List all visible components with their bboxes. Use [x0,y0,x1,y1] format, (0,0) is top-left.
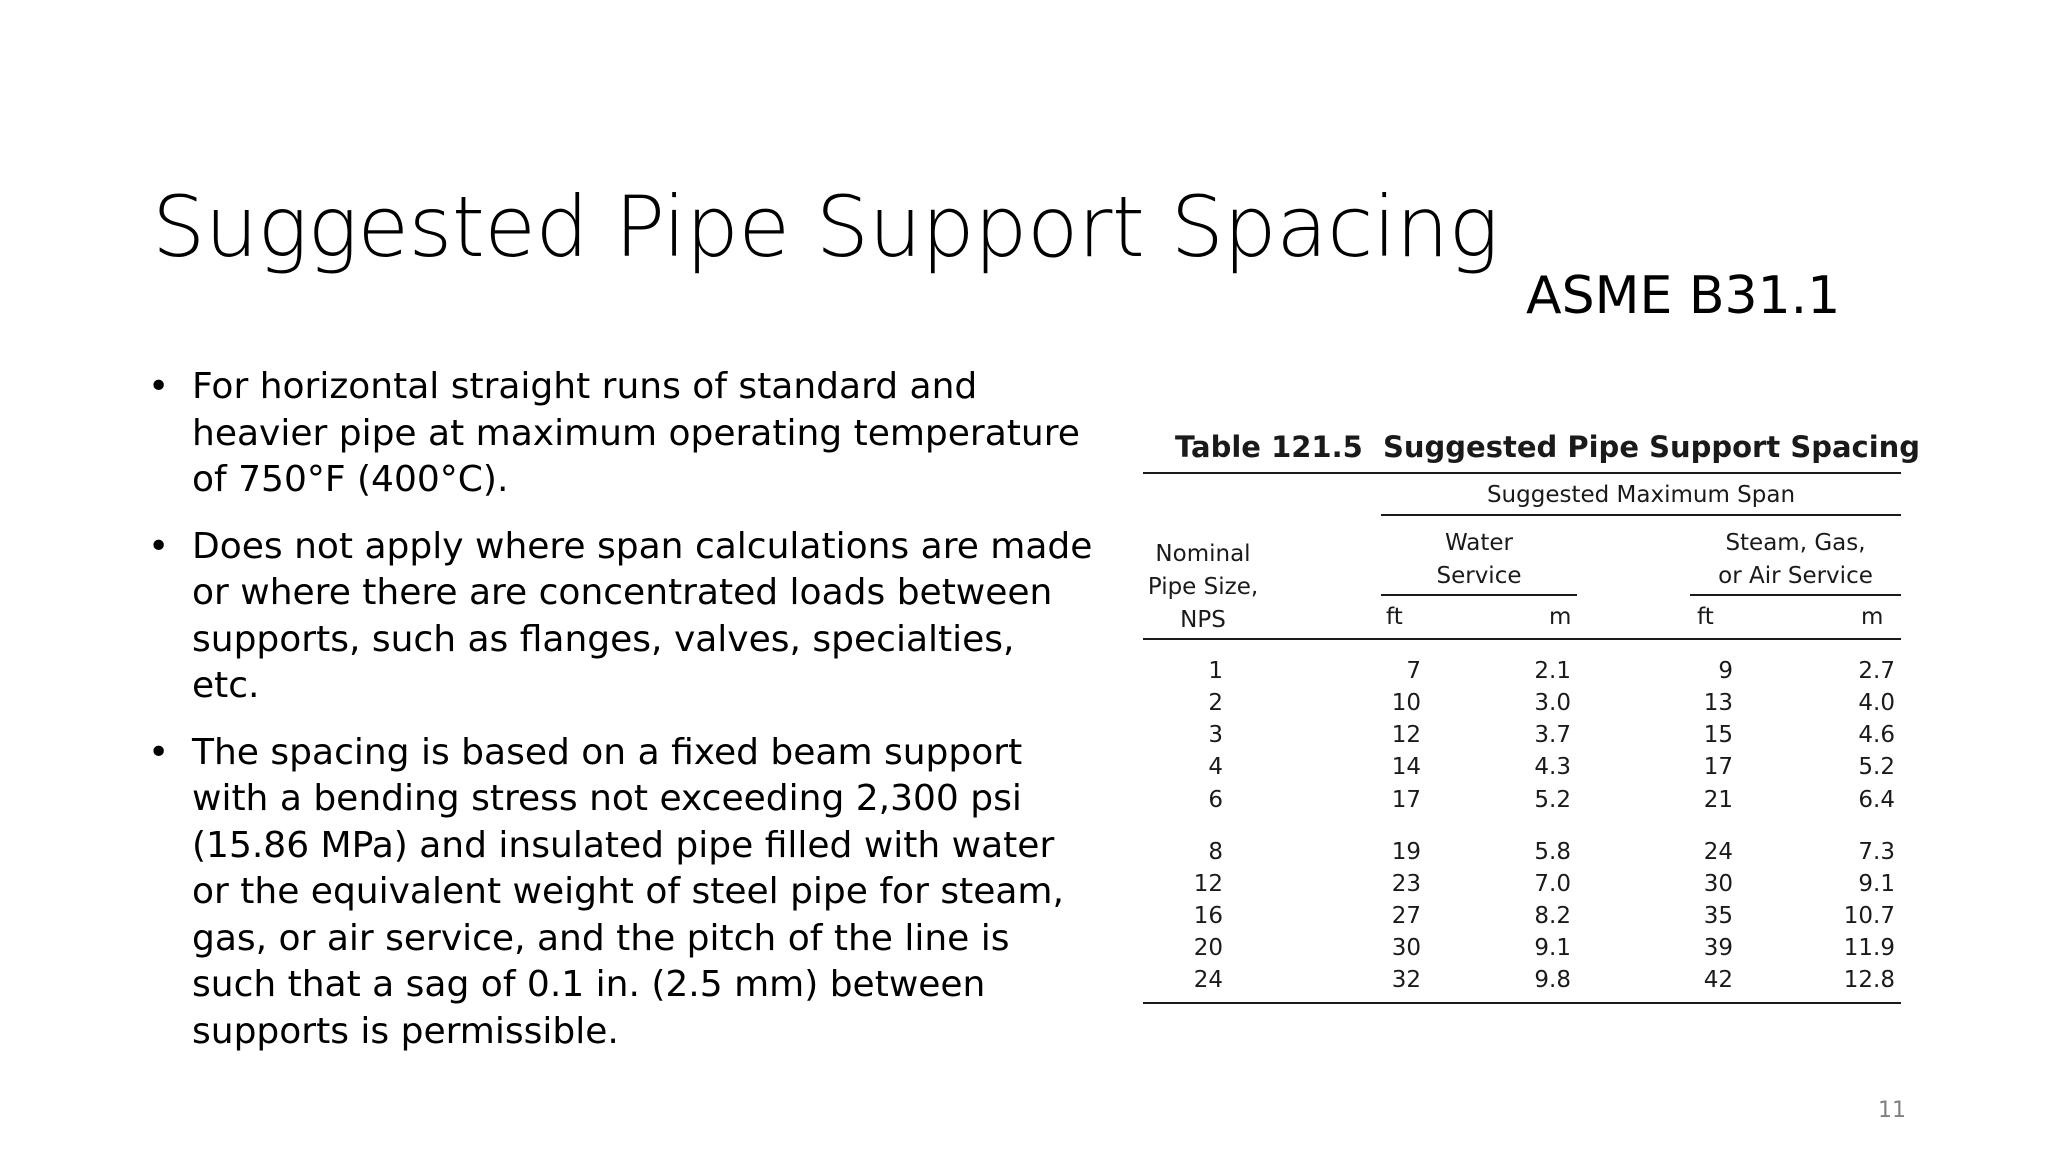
cell-water-ft: 27 [1391,903,1421,929]
cell-steam-m: 9.1 [1858,871,1895,897]
cell-water-m: 2.1 [1534,658,1571,684]
cell-water-ft: 7 [1406,658,1421,684]
cell-water-ft: 12 [1391,722,1421,748]
cell-steam-m: 7.3 [1858,839,1895,865]
cell-water-m: 4.3 [1534,754,1571,780]
nps-header-line: Pipe Size, [1147,574,1259,600]
cell-steam-ft: 30 [1703,871,1733,897]
cell-water-ft: 32 [1391,967,1421,993]
water-header-line: Service [1436,563,1522,589]
header-bottom-rule [1143,638,1901,640]
table-bottom-rule [1143,1002,1901,1004]
cell-water-m: 3.7 [1534,722,1571,748]
bullet-item: • The spacing is based on a fixed beam support with a bending stress not exceeding 2,300 psi (15.86 MPa) and insulated pipe filled with water or the equivalent weight of steel pipe for steam, gas, or air service, and the pitch of the line is such that a sag of 0.1 in. (2.5 mm) between supports is permissible. [148,730,1093,1056]
steam-header-line: Steam, Gas, [1725,530,1866,556]
cell-nps: 2 [1208,690,1223,716]
cell-nps: 24 [1193,967,1223,993]
cell-steam-m: 4.6 [1858,722,1895,748]
cell-steam-ft: 39 [1703,935,1733,961]
cell-water-m: 5.8 [1534,839,1571,865]
cell-nps: 20 [1193,935,1223,961]
cell-steam-m: 2.7 [1858,658,1895,684]
table-body [1143,472,1901,993]
cell-water-m: 3.0 [1534,690,1571,716]
table-caption [1143,420,1921,472]
slide-subtitle: ASME B31.1 [1526,266,1841,326]
unit-ft-water: ft [1386,604,1403,630]
unit-ft-steam: ft [1697,604,1714,630]
cell-water-ft: 10 [1391,690,1421,716]
cell-water-m: 9.8 [1534,967,1571,993]
cell-water-ft: 30 [1391,935,1421,961]
table-top-rule [1143,472,1901,474]
cell-steam-m: 10.7 [1843,903,1895,929]
cell-nps: 4 [1208,754,1223,780]
cell-water-m: 5.2 [1534,787,1571,813]
table-number: Table 121.5 [1175,430,1363,464]
cell-steam-ft: 9 [1718,658,1733,684]
cell-water-m: 7.0 [1534,871,1571,897]
cell-steam-m: 6.4 [1858,787,1895,813]
cell-water-ft: 23 [1391,871,1421,897]
cell-water-m: 8.2 [1534,903,1571,929]
cell-water-ft: 19 [1391,839,1421,865]
cell-steam-ft: 35 [1703,903,1733,929]
cell-steam-ft: 13 [1703,690,1733,716]
cell-steam-m: 4.0 [1858,690,1895,716]
cell-nps: 6 [1208,787,1223,813]
cell-steam-m: 12.8 [1843,967,1895,993]
water-header-line: Water [1445,530,1513,556]
water-header-rule [1381,594,1577,596]
steam-header-line: or Air Service [1718,563,1873,589]
steam-header-rule [1690,594,1901,596]
cell-water-ft: 17 [1391,787,1421,813]
bullet-item: • For horizontal straight runs of standard and heavier pipe at maximum operating temperature of 750°F (400°C). [148,364,1093,504]
bullet-item: • Does not apply where span calculations are made or where there are concentrated loads between supports, such as flanges, valves, specialties, etc. [148,524,1093,710]
cell-steam-m: 5.2 [1858,754,1895,780]
cell-nps: 8 [1208,839,1223,865]
cell-steam-ft: 15 [1703,722,1733,748]
span-header-rule [1381,514,1901,516]
cell-steam-ft: 17 [1703,754,1733,780]
table-name: Suggested Pipe Support Spacing [1383,430,1921,464]
cell-steam-ft: 21 [1703,787,1733,813]
page-number: 11 [1878,1098,1906,1123]
unit-m-steam: m [1861,604,1884,630]
unit-m-water: m [1549,604,1572,630]
support-spacing-table [1143,420,1921,993]
cell-nps: 16 [1193,903,1223,929]
cell-nps: 12 [1193,871,1223,897]
bullet-list [148,364,1093,1075]
cell-nps: 1 [1208,658,1223,684]
cell-steam-ft: 24 [1703,839,1733,865]
cell-nps: 3 [1208,722,1223,748]
slide-title: Suggested Pipe Support Spacing [152,178,1499,276]
span-header: Suggested Maximum Span [1486,482,1796,508]
cell-steam-m: 11.9 [1843,935,1895,961]
cell-water-m: 9.1 [1534,935,1571,961]
nps-header-line: Nominal [1155,541,1251,567]
cell-water-ft: 14 [1391,754,1421,780]
nps-header-line: NPS [1180,607,1226,633]
cell-steam-ft: 42 [1703,967,1733,993]
